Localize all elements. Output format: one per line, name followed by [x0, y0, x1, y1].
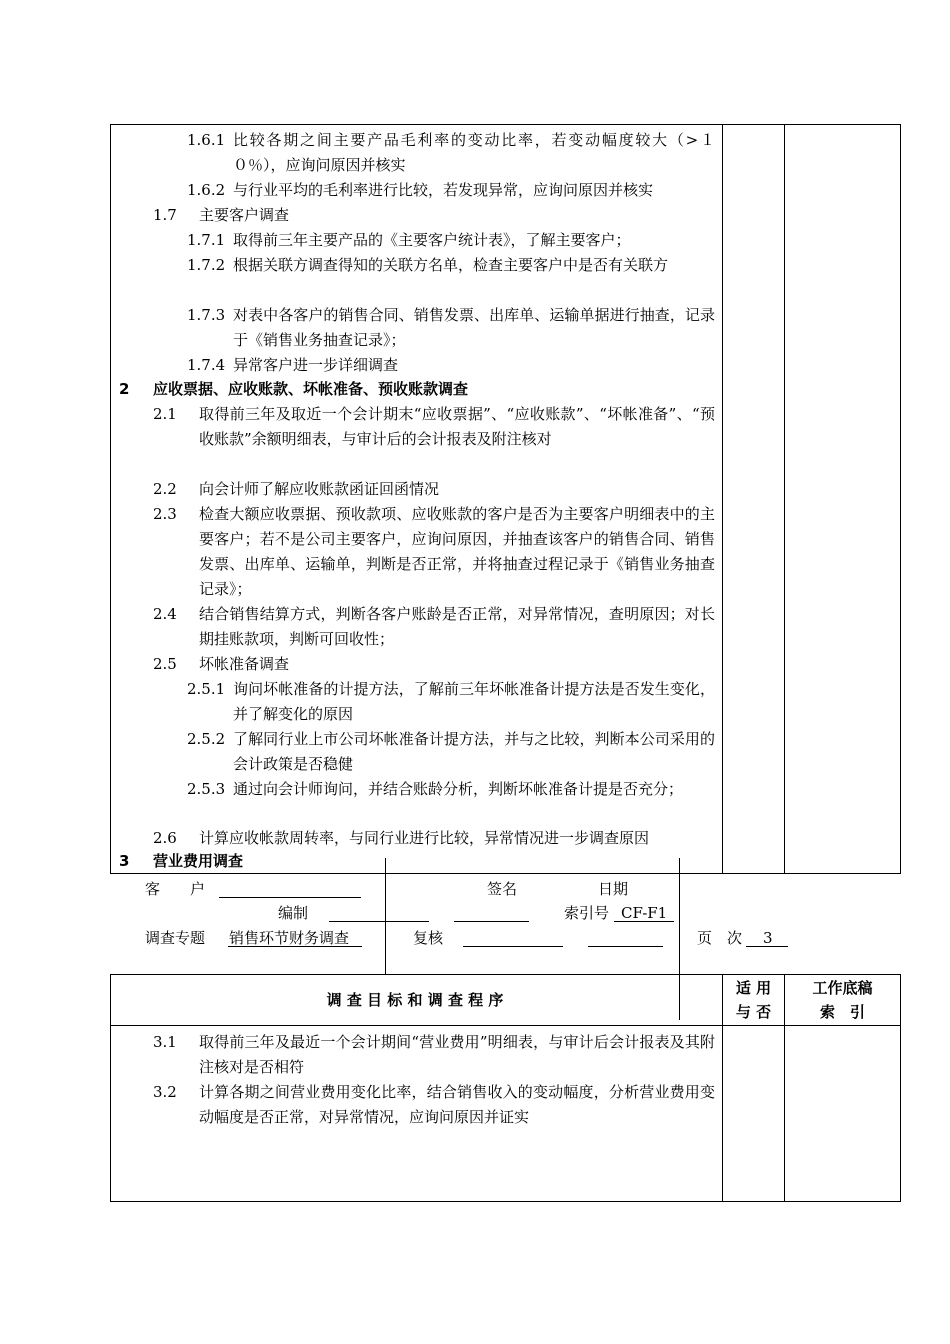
table1-col-divider-2 [784, 124, 785, 874]
item-number: 2.2 [153, 480, 177, 498]
index-underline [614, 921, 674, 922]
item-number: 2.3 [153, 505, 177, 523]
table1-left-border [110, 124, 111, 874]
item-text: 检查大额应收票据、预收款项、应收账款的客户是否为主要客户明细表中的主要客户；若不是公司主要客户，应询问原因，并抽查该客户的销售合同、销售发票、出库单、运输单，判断是否正常，并将抽查过程记录于《销售业务抽查记录》； [199, 505, 715, 598]
page-underline [746, 946, 788, 947]
topic-value: 销售环节财务调查 [229, 929, 350, 947]
item-text: 了解同行业上市公司坏帐准备计提方法，并与之比较，判断本公司采用的会计政策是否稳健 [233, 730, 715, 773]
item-text: 取得前三年及最近一个会计期间“营业费用”明细表，与审计后会计报表及其附注核对是否相符 [199, 1033, 715, 1076]
item-text: 计算应收帐款周转率，与同行业进行比较，异常情况进一步调查原因 [199, 829, 650, 847]
item-text: 向会计师了解应收账款函证回函情况 [199, 480, 440, 498]
client-label: 客 户 [145, 880, 206, 898]
table1-right-border [900, 124, 901, 874]
client-field-line[interactable] [219, 897, 361, 898]
item-text: 比较各期之间主要产品毛利率的变动比率，若变动幅度较大（>１０％），应询问原因并核实 [233, 131, 715, 174]
col-header-index-1: 工作底稿 [812, 979, 873, 997]
item-number: 2.5.1 [187, 680, 226, 698]
date-label: 日期 [598, 880, 629, 898]
item-text: 坏帐准备调查 [199, 655, 290, 673]
page-label: 页 次 [697, 929, 743, 947]
item-text: 通过向会计师询问，并结合账龄分析，判断坏帐准备计提是否充分； [233, 780, 684, 798]
index-value: CF-F1 [621, 904, 668, 922]
header-divider-right [679, 858, 680, 1020]
item-text: 根据关联方调查得知的关联方名单，检查主要客户中是否有关联方 [233, 256, 669, 274]
section-heading: 应收票据、应收账款、坏帐准备、预收账款调查 [153, 380, 469, 398]
item-number: 1.6.1 [187, 131, 226, 149]
header-divider-left [385, 858, 386, 974]
item-number: 2.5 [153, 655, 177, 673]
item-number: 1.7.3 [187, 306, 226, 324]
item-text: 结合销售结算方式，判断各客户账龄是否正常，对异常情况，查明原因；对长期挂账款项，判断可回收性； [199, 605, 715, 648]
col-header-apply-1: 适 用 [735, 979, 772, 997]
table1-col-divider-1 [722, 124, 723, 874]
item-number: 2.6 [153, 829, 177, 847]
item-number: 3.1 [153, 1033, 177, 1051]
item-text: 主要客户调查 [199, 206, 290, 224]
page-value: 3 [763, 929, 773, 947]
col-header-main: 调 查 目 标 和 调 查 程 序 [326, 991, 504, 1009]
item-text: 对表中各客户的销售合同、销售发票、出库单、运输单据进行抽查，记录于《销售业务抽查记录》； [233, 306, 715, 349]
index-label: 索引号 [564, 904, 610, 922]
table2-bottom-border [110, 1201, 901, 1202]
review-label: 复核 [413, 929, 444, 947]
item-text: 取得前三年及取近一个会计期末“应收票据”、“应收账款”、“坏帐准备”、“预收账款”余额明细表，与审计后的会计报表及附注核对 [199, 405, 715, 448]
table2-right-border [900, 974, 901, 1202]
item-number: 2.5.3 [187, 780, 226, 798]
item-text: 与行业平均的毛利率进行比较，若发现异常，应询问原因并核实 [233, 181, 654, 199]
item-number: 2.5.2 [187, 730, 226, 748]
item-number: 1.7.2 [187, 256, 226, 274]
item-text: 取得前三年主要产品的《主要客户统计表》，了解主要客户； [233, 231, 631, 249]
item-number: 1.6.2 [187, 181, 226, 199]
item-number: 1.7.4 [187, 356, 226, 374]
topic-label: 调查专题 [145, 929, 206, 947]
item-number: 1.7.1 [187, 231, 226, 249]
item-number: 2.4 [153, 605, 177, 623]
table1-top-border [110, 124, 901, 125]
section-heading: 营业费用调查 [153, 852, 244, 870]
sign-label: 签名 [487, 880, 518, 898]
table2-header-border [110, 1025, 901, 1026]
table2-top-border [110, 974, 901, 975]
item-text: 询问坏帐准备的计提方法，了解前三年坏帐准备计提方法是否发生变化，并了解变化的原因 [233, 680, 715, 723]
topic-underline [228, 946, 362, 947]
item-number: 3.2 [153, 1083, 177, 1101]
item-number: 1.7 [153, 206, 177, 224]
prepared-sign-line[interactable] [329, 921, 429, 922]
item-text: 异常客户进一步详细调查 [233, 356, 399, 374]
section-number: 2 [119, 380, 130, 398]
table2-left-border [110, 974, 111, 1202]
col-header-apply-2: 与 否 [735, 1003, 772, 1021]
item-number: 2.1 [153, 405, 177, 423]
prepared-label: 编制 [278, 904, 309, 922]
col-header-index-2: 索 引 [819, 1003, 865, 1021]
review-sign-line[interactable] [463, 946, 563, 947]
item-text: 计算各期之间营业费用变化比率，结合销售收入的变动幅度，分析营业费用变动幅度是否正常，对异常情况，应询问原因并证实 [199, 1083, 715, 1126]
review-date-line[interactable] [588, 946, 663, 947]
section-number: 3 [119, 852, 130, 870]
prepared-date-line[interactable] [454, 921, 529, 922]
